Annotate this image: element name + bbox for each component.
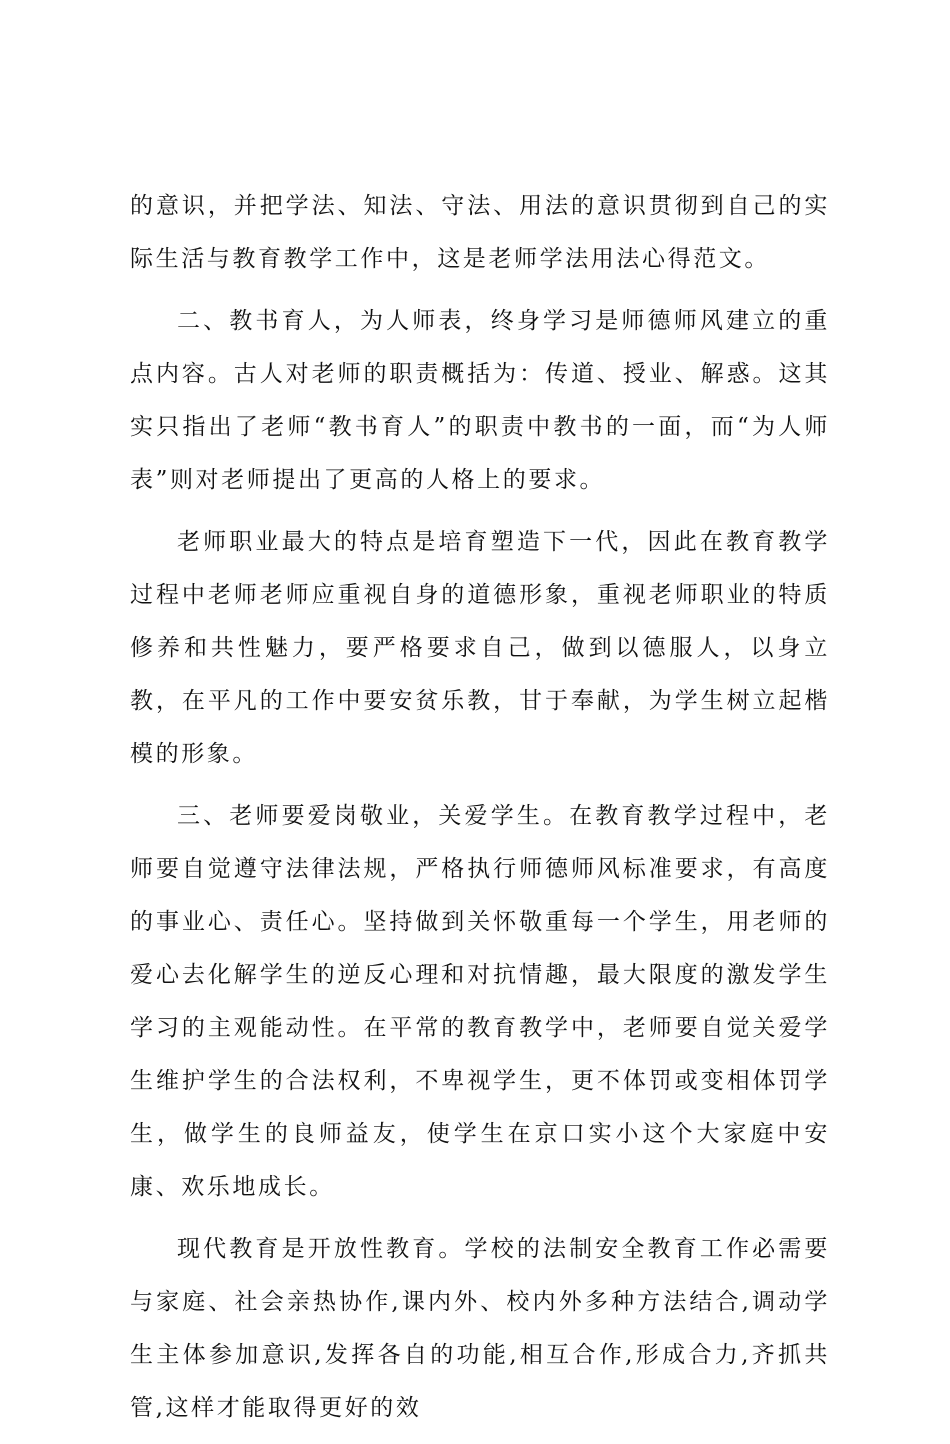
paragraph-3: 老师职业最大的特点是培育塑造下一代，因此在教育教学过程中老师老师应重视自身的道德形象，重视老师职业的特质修养和共性魅力，要严格要求自己，做到以德服人，以身立教，在平凡的工作中要安贫乐教，甘于奉献，为学生树立起楷模的形象。 — [130, 529, 830, 767]
paragraph-1: 的意识，并把学法、知法、守法、用法的意识贯彻到自己的实际生活与教育教学工作中，这是老师学法用法心得范文。 — [130, 193, 830, 272]
document-body — [130, 180, 830, 1444]
paragraph-2: 二、教书育人，为人师表，终身学习是师德师风建立的重点内容。古人对老师的职责概括为：传道、授业、解惑。这其实只指出了老师“教书育人”的职责中教书的一面，而“为人师表”则对老师提出了更高的人格上的要求。 — [130, 308, 830, 493]
paragraph-4: 三、老师要爱岗敬业，关爱学生。在教育教学过程中，老师要自觉遵守法律法规，严格执行师德师风标准要求，有高度的事业心、责任心。坚持做到关怀敬重每一个学生，用老师的爱心去化解学生的逆反心理和对抗情趣，最大限度的激发学生学习的主观能动性。在平常的教育教学中，老师要自觉关爱学生维护学生的合法权利，不卑视学生，更不体罚或变相体罚学生，做学生的良师益友，使学生在京口实小这个大家庭中安康、欢乐地成长。 — [130, 803, 830, 1200]
paragraph-5: 现代教育是开放性教育。学校的法制安全教育工作必需要与家庭、社会亲热协作,课内外、校内外多种方法结合,调动学生主体参加意识,发挥各自的功能,相互合作,形成合力,齐抓共管,这样才能取得更好的效 — [130, 1236, 830, 1421]
